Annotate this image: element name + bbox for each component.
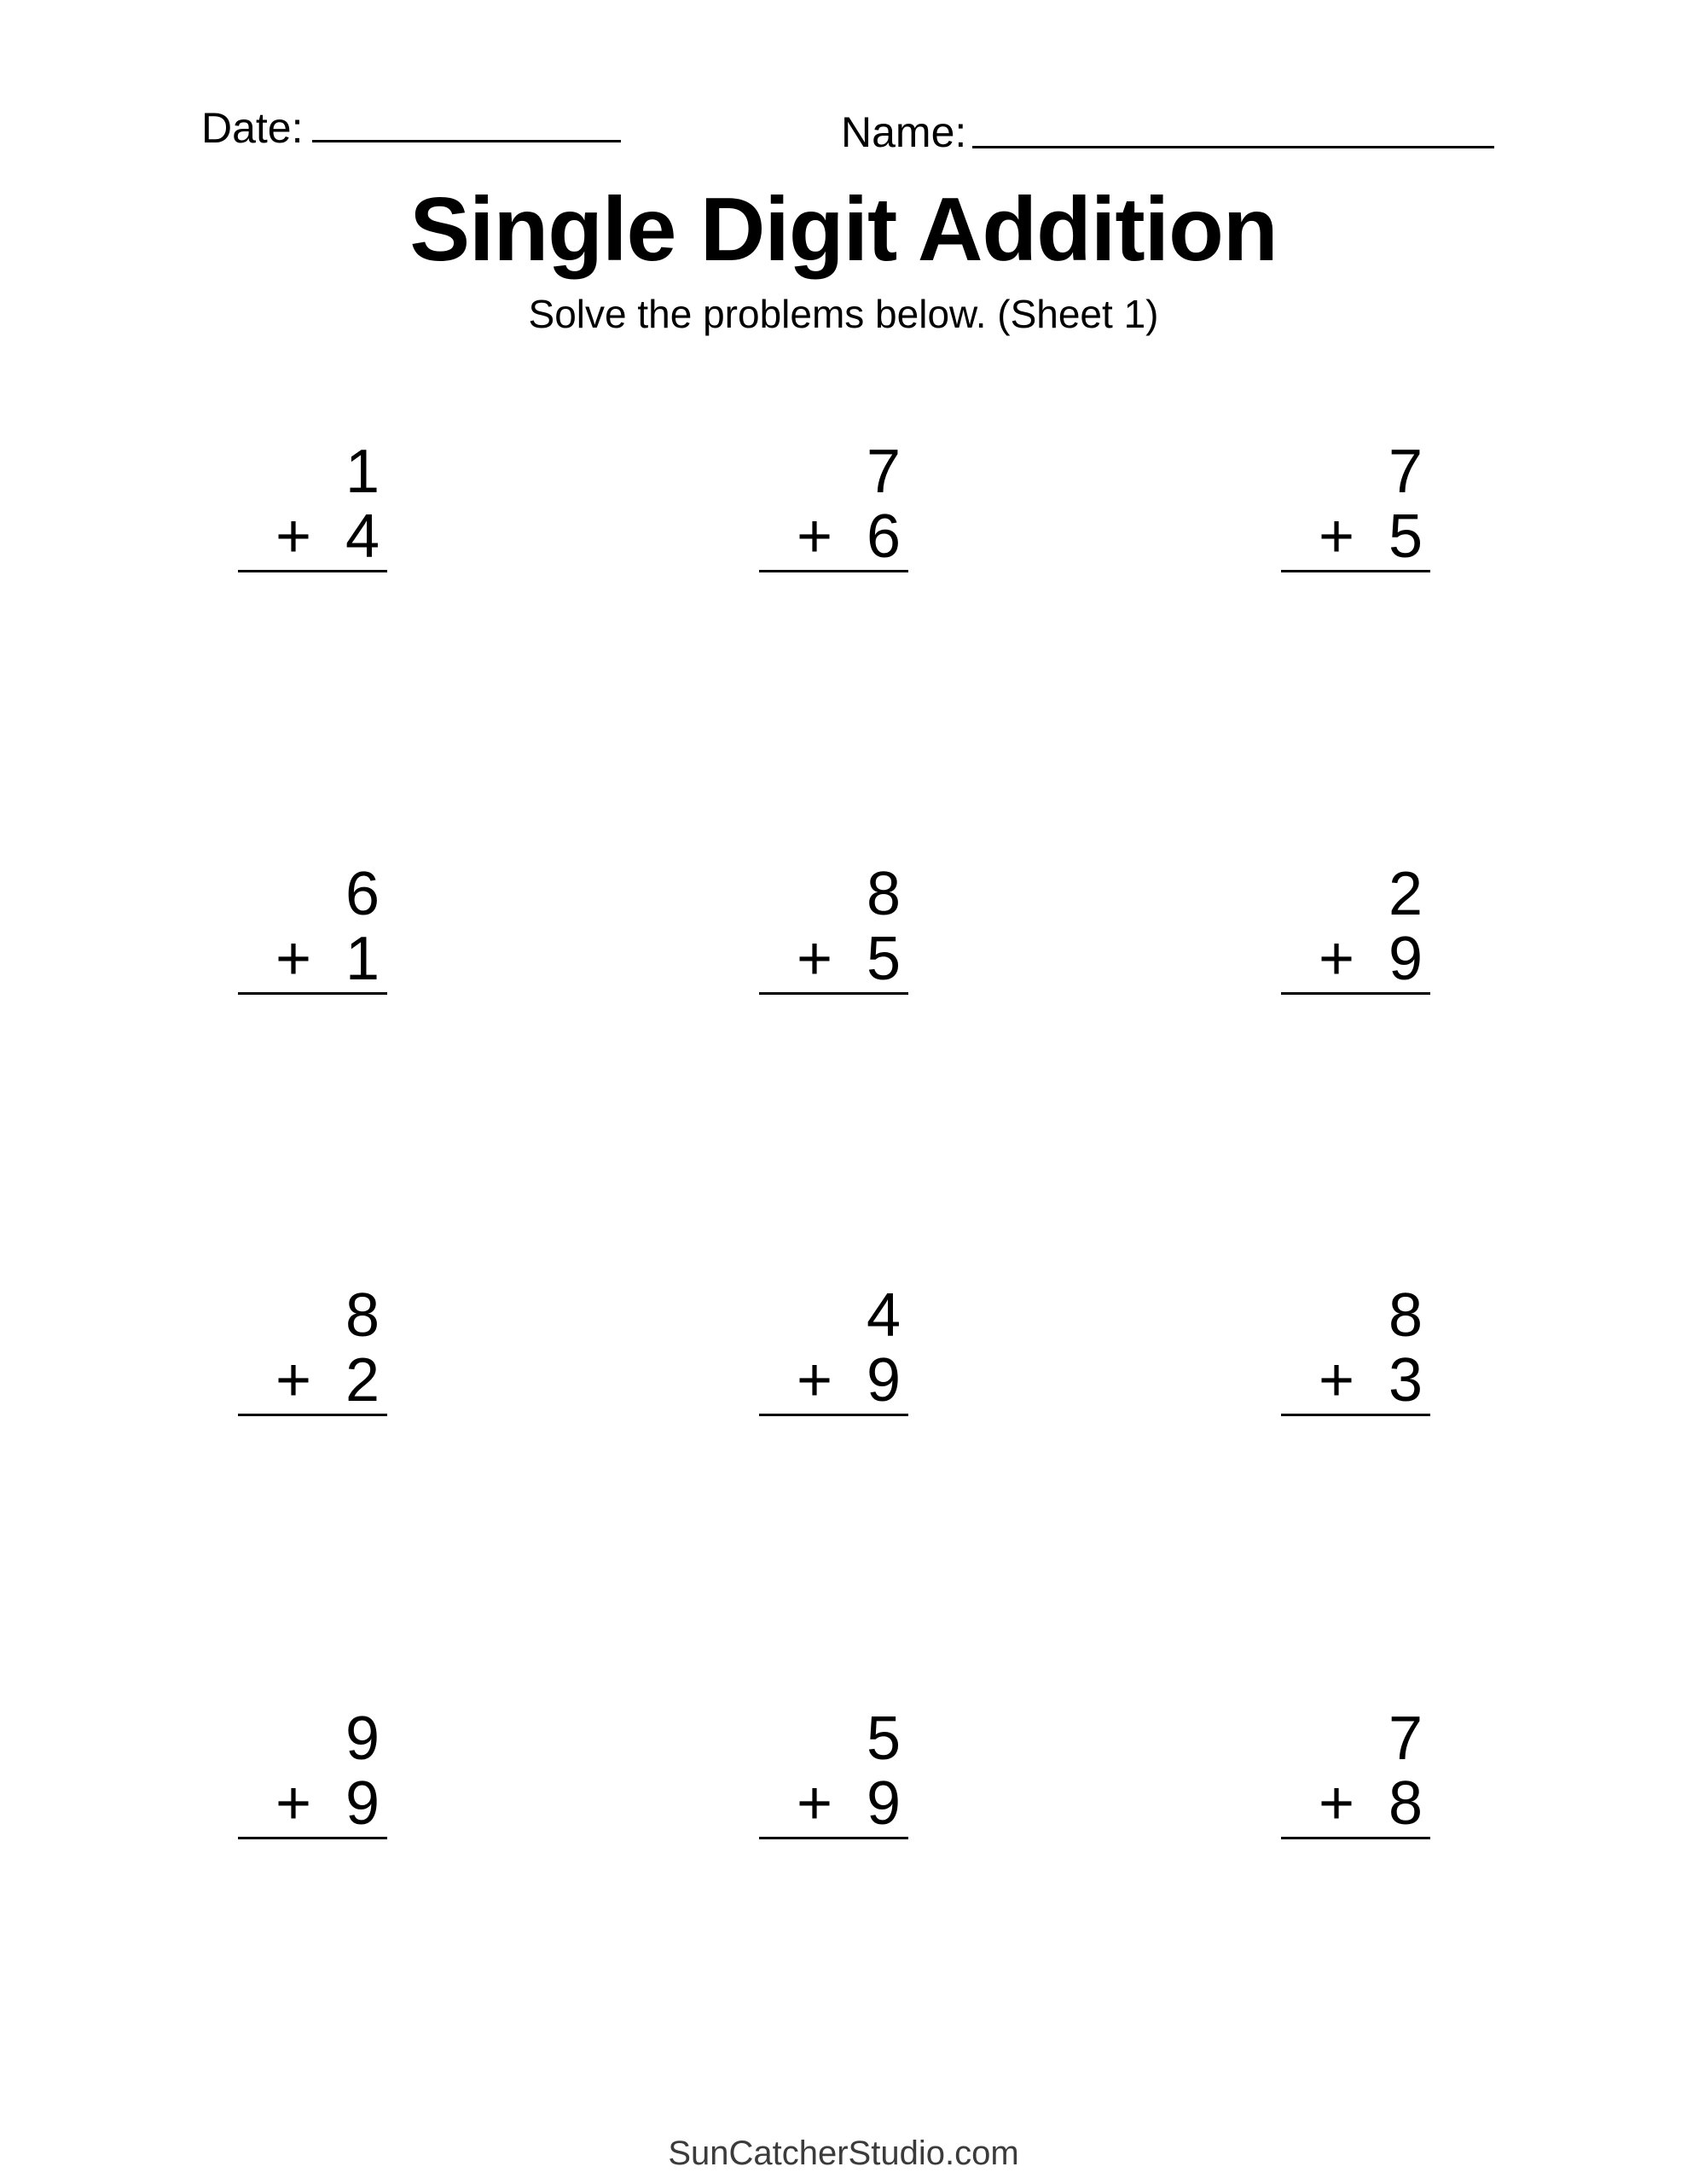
- addition-problem: [759, 1706, 908, 1839]
- top-addend: 9: [345, 1705, 380, 1773]
- top-addend: 7: [1388, 438, 1423, 506]
- operand-row: [1281, 1771, 1430, 1836]
- operand-row: [1281, 504, 1430, 569]
- bottom-addend: 9: [345, 1769, 380, 1838]
- top-addend: 4: [866, 1281, 901, 1350]
- plus-operator: +: [1319, 502, 1355, 571]
- plus-operator: +: [797, 1769, 833, 1838]
- addition-problem: [238, 862, 387, 995]
- plus-operator: +: [275, 1346, 312, 1414]
- operand-row: [759, 926, 908, 991]
- bottom-addend: 5: [1388, 502, 1423, 571]
- addition-problem: [1281, 1283, 1430, 1416]
- operand-row: [238, 1348, 387, 1413]
- operand-row: [1281, 1348, 1430, 1413]
- top-addend: 5: [866, 1705, 901, 1773]
- bottom-addend: 9: [1388, 925, 1423, 993]
- bottom-addend: 4: [345, 502, 380, 571]
- addition-problem: [759, 439, 908, 572]
- plus-operator: +: [275, 1769, 312, 1838]
- name-blank-line: [972, 146, 1494, 148]
- bottom-addend: 2: [345, 1346, 380, 1414]
- operand-row: [1281, 926, 1430, 991]
- addition-problem: [759, 862, 908, 995]
- plus-operator: +: [797, 925, 833, 993]
- top-addend: 7: [1388, 1705, 1423, 1773]
- operand-row: [238, 1771, 387, 1836]
- operand-row: [238, 926, 387, 991]
- bottom-addend: 6: [866, 502, 901, 571]
- top-addend: 8: [345, 1281, 380, 1350]
- addition-problem: [1281, 862, 1430, 995]
- operand-row: [238, 504, 387, 569]
- top-addend: 2: [1388, 860, 1423, 928]
- operand-row: [759, 504, 908, 569]
- plus-operator: +: [1319, 1346, 1355, 1414]
- top-addend: 8: [866, 860, 901, 928]
- plus-operator: +: [275, 925, 312, 993]
- addition-problem: [238, 1283, 387, 1416]
- date-label: Date:: [201, 104, 304, 152]
- addition-problem: [759, 1283, 908, 1416]
- addition-problem: [1281, 439, 1430, 572]
- bottom-addend: 9: [866, 1346, 901, 1414]
- date-blank-line: [312, 140, 621, 142]
- bottom-addend: 1: [345, 925, 380, 993]
- operand-row: [759, 1348, 908, 1413]
- plus-operator: +: [275, 502, 312, 571]
- plus-operator: +: [1319, 925, 1355, 993]
- bottom-addend: 9: [866, 1769, 901, 1838]
- page-subtitle: Solve the problems below. (Sheet 1): [528, 292, 1159, 336]
- page-title: Single Digit Addition: [409, 179, 1278, 280]
- addition-problem: [1281, 1706, 1430, 1839]
- operand-row: [759, 1771, 908, 1836]
- plus-operator: +: [797, 1346, 833, 1414]
- bottom-addend: 3: [1388, 1346, 1423, 1414]
- addition-problem: [238, 439, 387, 572]
- top-addend: 6: [345, 860, 380, 928]
- addition-problem: [238, 1706, 387, 1839]
- top-addend: 1: [345, 438, 380, 506]
- footer-site-label: SunCatcherStudio.com: [668, 2135, 1019, 2172]
- name-label: Name:: [841, 108, 967, 156]
- top-addend: 8: [1388, 1281, 1423, 1350]
- bottom-addend: 5: [866, 925, 901, 993]
- bottom-addend: 8: [1388, 1769, 1423, 1838]
- plus-operator: +: [797, 502, 833, 571]
- top-addend: 7: [866, 438, 901, 506]
- plus-operator: +: [1319, 1769, 1355, 1838]
